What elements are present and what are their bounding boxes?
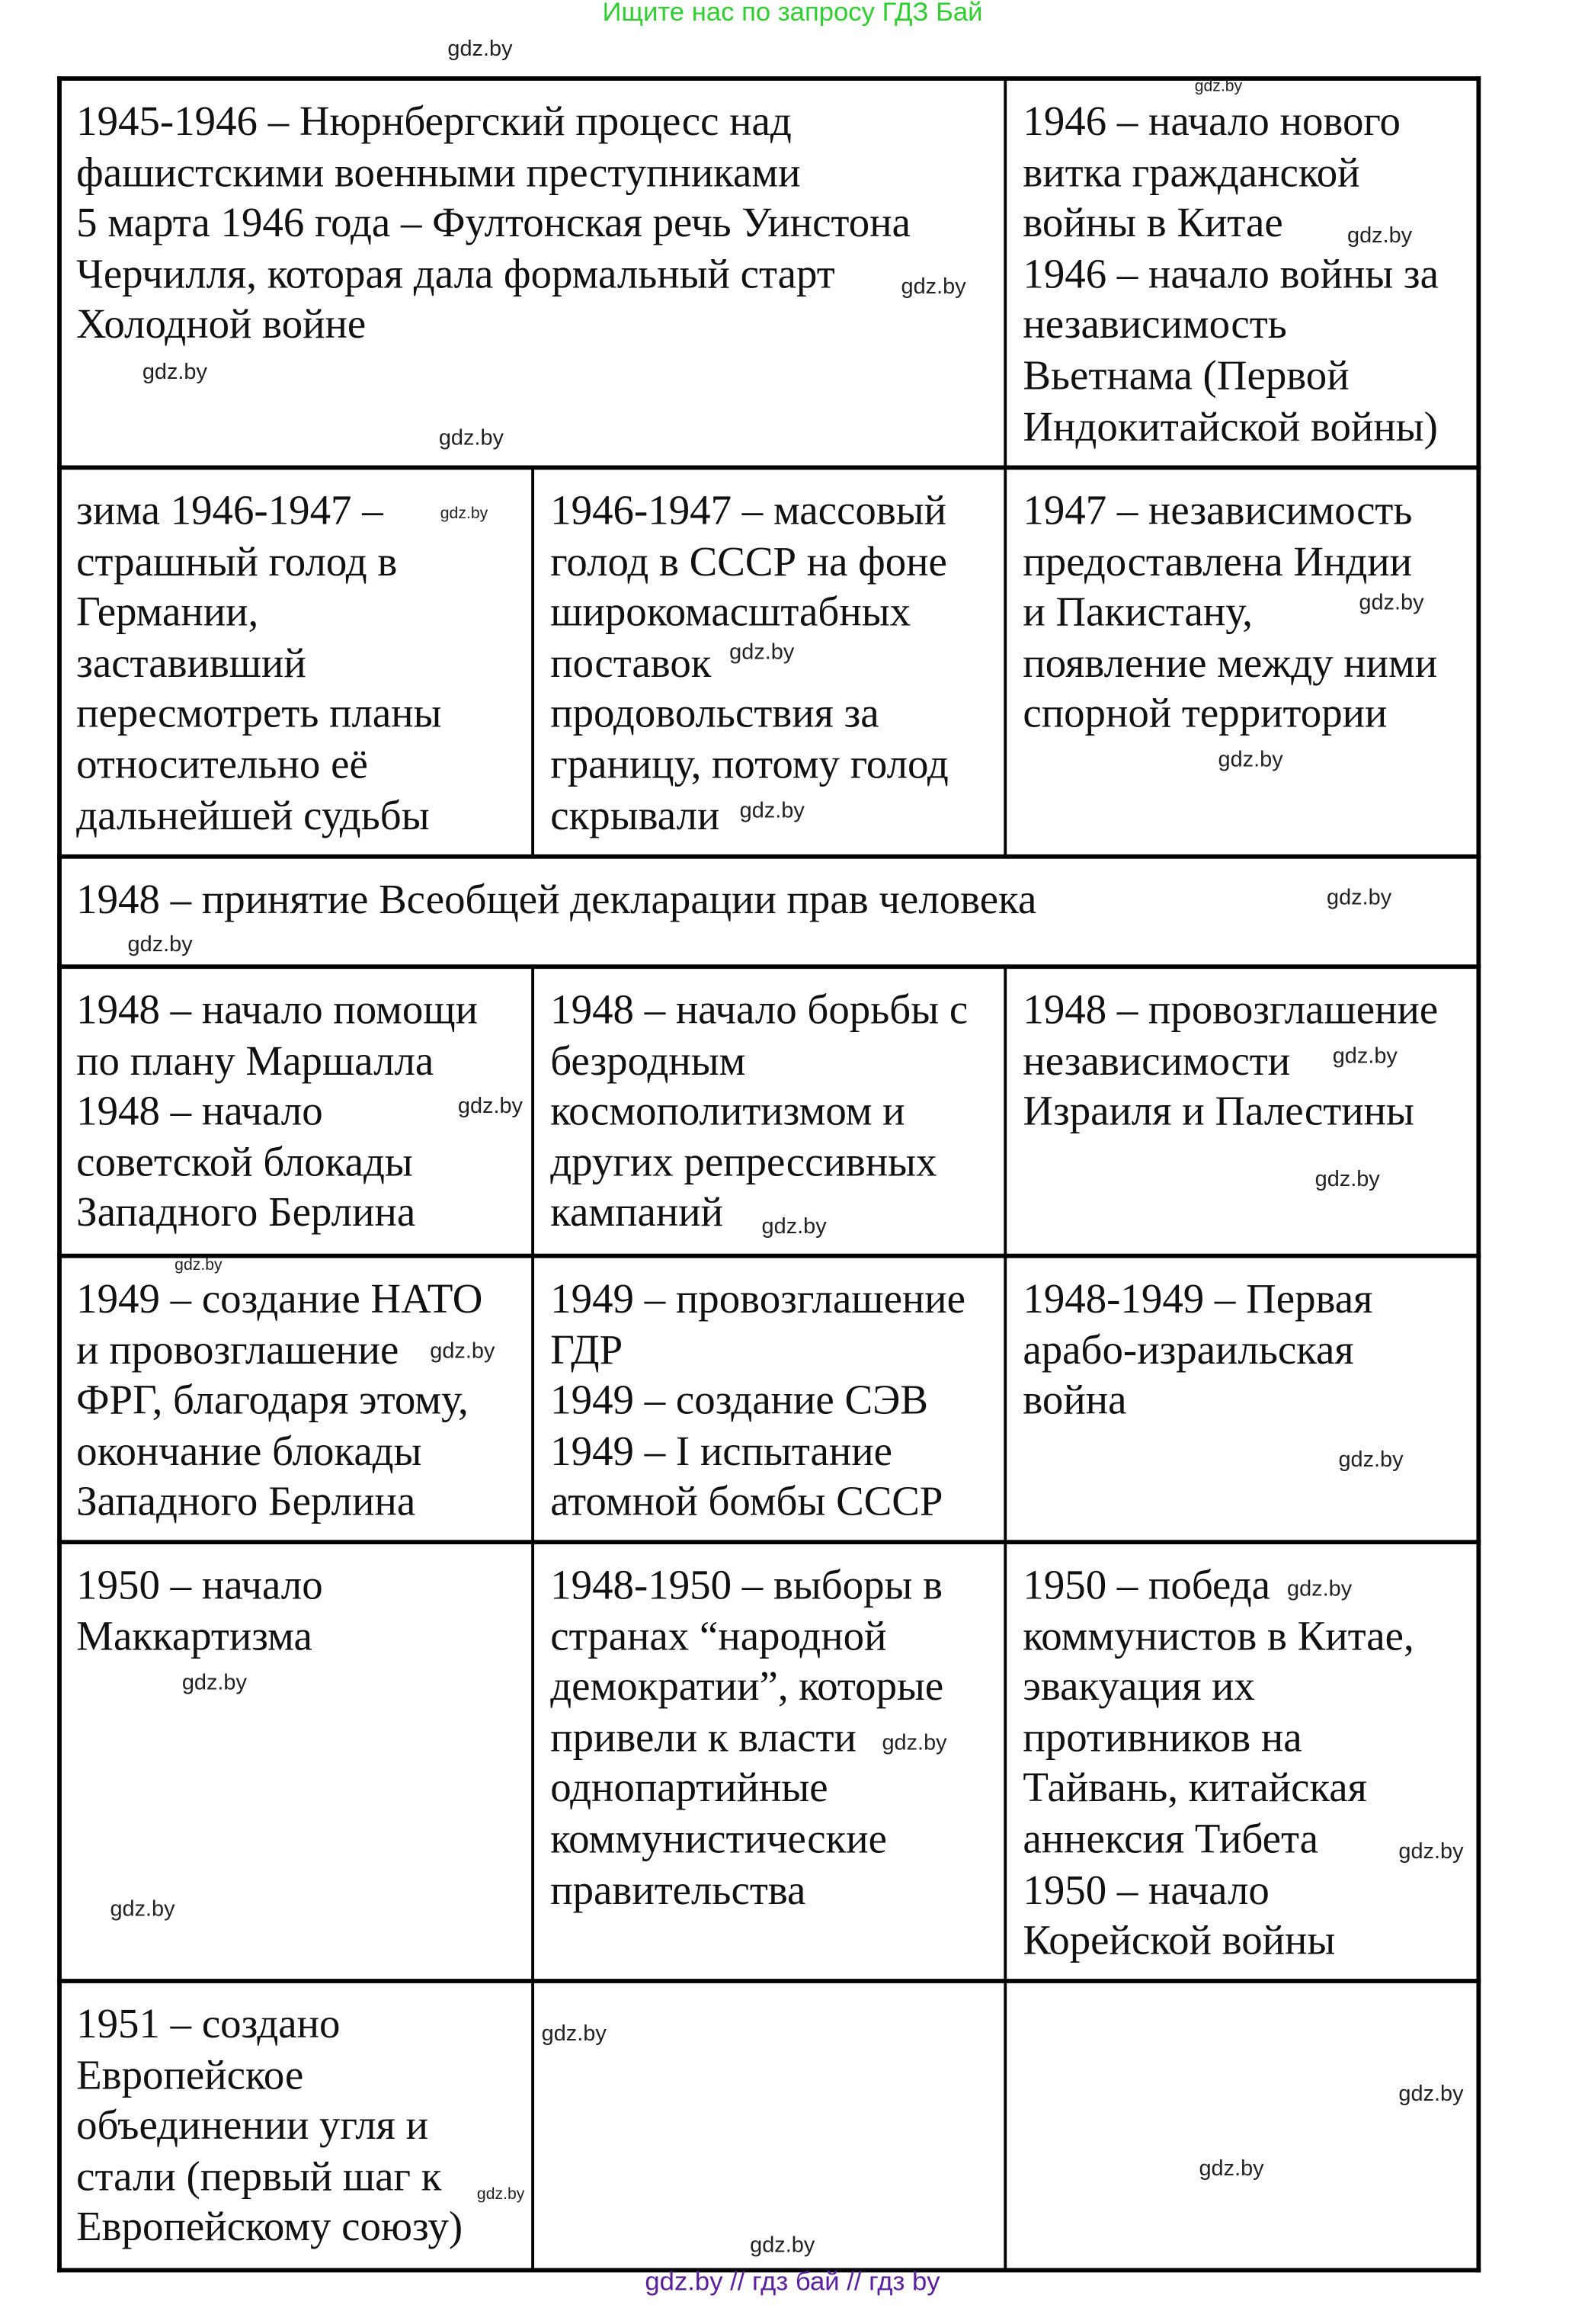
table-cell (1005, 966, 1478, 1255)
cell-text-line: Холодной войне (76, 303, 367, 349)
column-divider (531, 1980, 534, 2269)
table-cell (59, 466, 533, 855)
row-divider (57, 1254, 1481, 1258)
watermark: gdz.by (750, 2233, 815, 2258)
cell-text-line: Вьетнама (Первой (1023, 354, 1350, 399)
cell-text-line: 1950 – начало (1023, 1867, 1270, 1914)
cell-text-line: атомной бомбы СССР (550, 1480, 943, 1526)
cell-text-line: однопартийные (550, 1766, 828, 1813)
row-divider (57, 1979, 1481, 1983)
row-divider (57, 1540, 1481, 1544)
cell-text-line: ФРГ, благодаря этому, (76, 1378, 469, 1425)
cell-text-line: война (1023, 1378, 1127, 1425)
watermark: gdz.by (438, 425, 504, 451)
cell-text-line: 1949 – провозглашение (550, 1277, 966, 1323)
column-divider (531, 966, 534, 1255)
watermark: gdz.by (1398, 2081, 1464, 2107)
watermark: gdz.by (761, 1213, 827, 1239)
cell-text-line: продовольствия за (550, 691, 879, 738)
cell-text-line: безродным (550, 1038, 746, 1085)
watermark: gdz.by (142, 359, 207, 385)
cell-text-line: появление между ними (1023, 641, 1438, 687)
cell-text-line: 1947 – независимость (1023, 489, 1413, 535)
top-banner[interactable]: Ищите нас по запросу ГДЗ Бай (602, 0, 983, 27)
watermark: gdz.by (175, 1256, 223, 1274)
cell-text-line: 1950 – победа (1023, 1563, 1271, 1609)
watermark: gdz.by (729, 640, 795, 665)
table-border (57, 76, 62, 2272)
row-divider (57, 964, 1481, 969)
table-cell (1005, 1541, 1478, 1980)
cell-text-line: 1948 – принятие Всеобщей декларации прав человека (76, 877, 1037, 924)
watermark: gdz.by (1287, 1576, 1353, 1602)
cell-text-line: Индокитайской войны) (1023, 404, 1438, 450)
cell-text-line: Тайвань, китайская (1023, 1766, 1367, 1813)
watermark: gdz.by (1398, 1839, 1464, 1864)
column-divider (1004, 466, 1007, 855)
cell-text-line: витка гражданской (1023, 150, 1360, 197)
watermark: gdz.by (1338, 1447, 1404, 1473)
table-cell (533, 1541, 1005, 1980)
watermark: gdz.by (1218, 747, 1283, 773)
cell-text-line: 1949 – I испытание (550, 1429, 893, 1476)
column-divider (1004, 1255, 1007, 1542)
watermark: gdz.by (476, 2185, 525, 2204)
cell-text-line: скрывали (550, 793, 720, 839)
table-cell (1005, 1255, 1478, 1542)
cell-text-line: поставок (550, 641, 712, 687)
table-border (1476, 76, 1481, 2272)
cell-text-line: 1948 – начало борьбы с (550, 988, 969, 1034)
cell-text-line: 1951 – создано (76, 2002, 341, 2048)
column-divider (1004, 1980, 1007, 2269)
cell-text-line: правительства (550, 1867, 806, 1914)
cell-text-line: границу, потому голод (550, 742, 949, 789)
cell-text-line: дальнейшей судьбы (76, 793, 430, 839)
watermark: gdz.by (1332, 1043, 1398, 1069)
cell-text-line: 1949 – создание СЭВ (550, 1378, 928, 1425)
cell-text-line: спорной территории (1023, 691, 1388, 738)
watermark: gdz.by (1359, 590, 1424, 615)
cell-text-line: 1948 – начало помощи (76, 988, 478, 1034)
cell-text-line: противников на (1023, 1715, 1302, 1761)
cell-text-line: Европейскому союзу) (76, 2205, 463, 2252)
cell-text-line: Корейской войны (1023, 1919, 1336, 1965)
table-cell (59, 1980, 533, 2269)
cell-text-line: голод в СССР на фоне (550, 539, 947, 585)
cell-text-line: пересмотреть планы (76, 691, 442, 738)
cell-text-line: советской блокады (76, 1140, 413, 1186)
cell-text-line: фашистскими военными преступниками (76, 150, 801, 197)
cell-text-line: 1948 – провозглашение (1023, 988, 1439, 1034)
cell-text-line: и Пакистану, (1023, 590, 1253, 636)
bottom-banner[interactable]: gdz.by // гдз бай // гдз by (645, 2266, 940, 2297)
cell-text-line: эвакуация их (1023, 1665, 1256, 1711)
watermark: gdz.by (541, 2021, 607, 2047)
cell-text-line: Германии, (76, 590, 259, 636)
cell-text-line: 1946 – начало войны за (1023, 252, 1439, 298)
cell-text-line: 5 марта 1946 года – Фултонская речь Уинстона (76, 201, 911, 247)
row-divider (57, 76, 1481, 81)
cell-text-line: 1946 – начало нового (1023, 99, 1401, 146)
cell-text-line: 1948-1950 – выборы в (550, 1563, 943, 1609)
cell-text-line: страшный голод в (76, 539, 398, 585)
watermark: gdz.by (181, 1670, 247, 1696)
cell-text-line: широкомасштабных (550, 590, 911, 636)
table-cell (59, 1255, 533, 1542)
table-cell (59, 856, 1478, 966)
cell-text-line: объединении угля и (76, 2104, 428, 2149)
cell-text-line: ГДР (550, 1328, 623, 1374)
watermark: gdz.by (1314, 1167, 1380, 1192)
cell-text-line: Западного Берлина (76, 1191, 416, 1237)
cell-text-line: 1949 – создание НАТО (76, 1277, 483, 1323)
cell-text-line: 1948 – начало (76, 1089, 323, 1136)
cell-text-line: арабо-израильская (1023, 1328, 1354, 1374)
cell-text-line: относительно её (76, 742, 368, 789)
watermark: gdz.by (110, 1896, 175, 1922)
watermark: gdz.by (447, 37, 513, 62)
cell-text-line: Черчилля, которая дала формальный старт (76, 252, 835, 298)
column-divider (531, 1255, 534, 1542)
column-divider (531, 466, 534, 855)
cell-text-line: 1945-1946 – Нюрнбергский процесс над (76, 99, 792, 146)
cell-text-line: Израиля и Палестины (1023, 1089, 1414, 1136)
cell-text-line: предоставлена Индии (1023, 539, 1413, 585)
table-cell (1005, 78, 1478, 466)
cell-text-line: 1948-1949 – Первая (1023, 1277, 1373, 1323)
cell-text-line: войны в Китае (1023, 201, 1283, 247)
watermark: gdz.by (1199, 2156, 1264, 2181)
cell-text-line: привели к власти (550, 1715, 857, 1761)
watermark: gdz.by (901, 274, 966, 300)
watermark: gdz.by (1194, 78, 1243, 96)
table-cell (1005, 1980, 1478, 2269)
cell-text-line: коммунистические (550, 1817, 888, 1863)
cell-text-line: по плану Маршалла (76, 1038, 434, 1085)
watermark: gdz.by (127, 931, 193, 957)
watermark: gdz.by (1347, 223, 1413, 248)
column-divider (1004, 78, 1007, 466)
row-divider (57, 466, 1481, 470)
watermark: gdz.by (440, 505, 488, 523)
cell-text-line: заставивший (76, 641, 306, 687)
cell-text-line: коммунистов в Китае, (1023, 1614, 1414, 1660)
cell-text-line: демократии”, которые (550, 1665, 944, 1711)
cell-text-line: независимости (1023, 1038, 1291, 1085)
cell-text-line: других репрессивных (550, 1140, 937, 1186)
cell-text-line: зима 1946-1947 – (76, 489, 383, 535)
table-cell (533, 966, 1005, 1255)
watermark: gdz.by (739, 798, 805, 824)
table-cell (1005, 466, 1478, 855)
cell-text-line: независимость (1023, 303, 1287, 349)
column-divider (1004, 1541, 1007, 1980)
cell-text-line: космополитизмом и (550, 1089, 905, 1136)
cell-text-line: Западного Берлина (76, 1480, 416, 1526)
watermark: gdz.by (1327, 885, 1392, 911)
table-cell (533, 1255, 1005, 1542)
table-cell (59, 78, 1005, 466)
watermark: gdz.by (457, 1093, 524, 1119)
cell-text-line: Европейское (76, 2053, 304, 2099)
cell-text-line: странах “народной (550, 1614, 887, 1660)
cell-text-line: кампаний (550, 1191, 724, 1237)
cell-text-line: аннексия Тибета (1023, 1817, 1318, 1863)
cell-text-line: окончание блокады (76, 1429, 422, 1476)
row-divider (57, 854, 1481, 859)
watermark: gdz.by (882, 1730, 947, 1756)
cell-text-line: 1950 – начало (76, 1563, 323, 1609)
cell-text-line: и провозглашение (76, 1328, 399, 1374)
cell-text-line: Маккартизма (76, 1614, 312, 1660)
cell-text-line: 1946-1947 – массовый (550, 489, 947, 535)
watermark: gdz.by (430, 1338, 495, 1364)
column-divider (531, 1541, 534, 1980)
cell-text-line: стали (первый шаг к (76, 2154, 442, 2201)
column-divider (1004, 966, 1007, 1255)
